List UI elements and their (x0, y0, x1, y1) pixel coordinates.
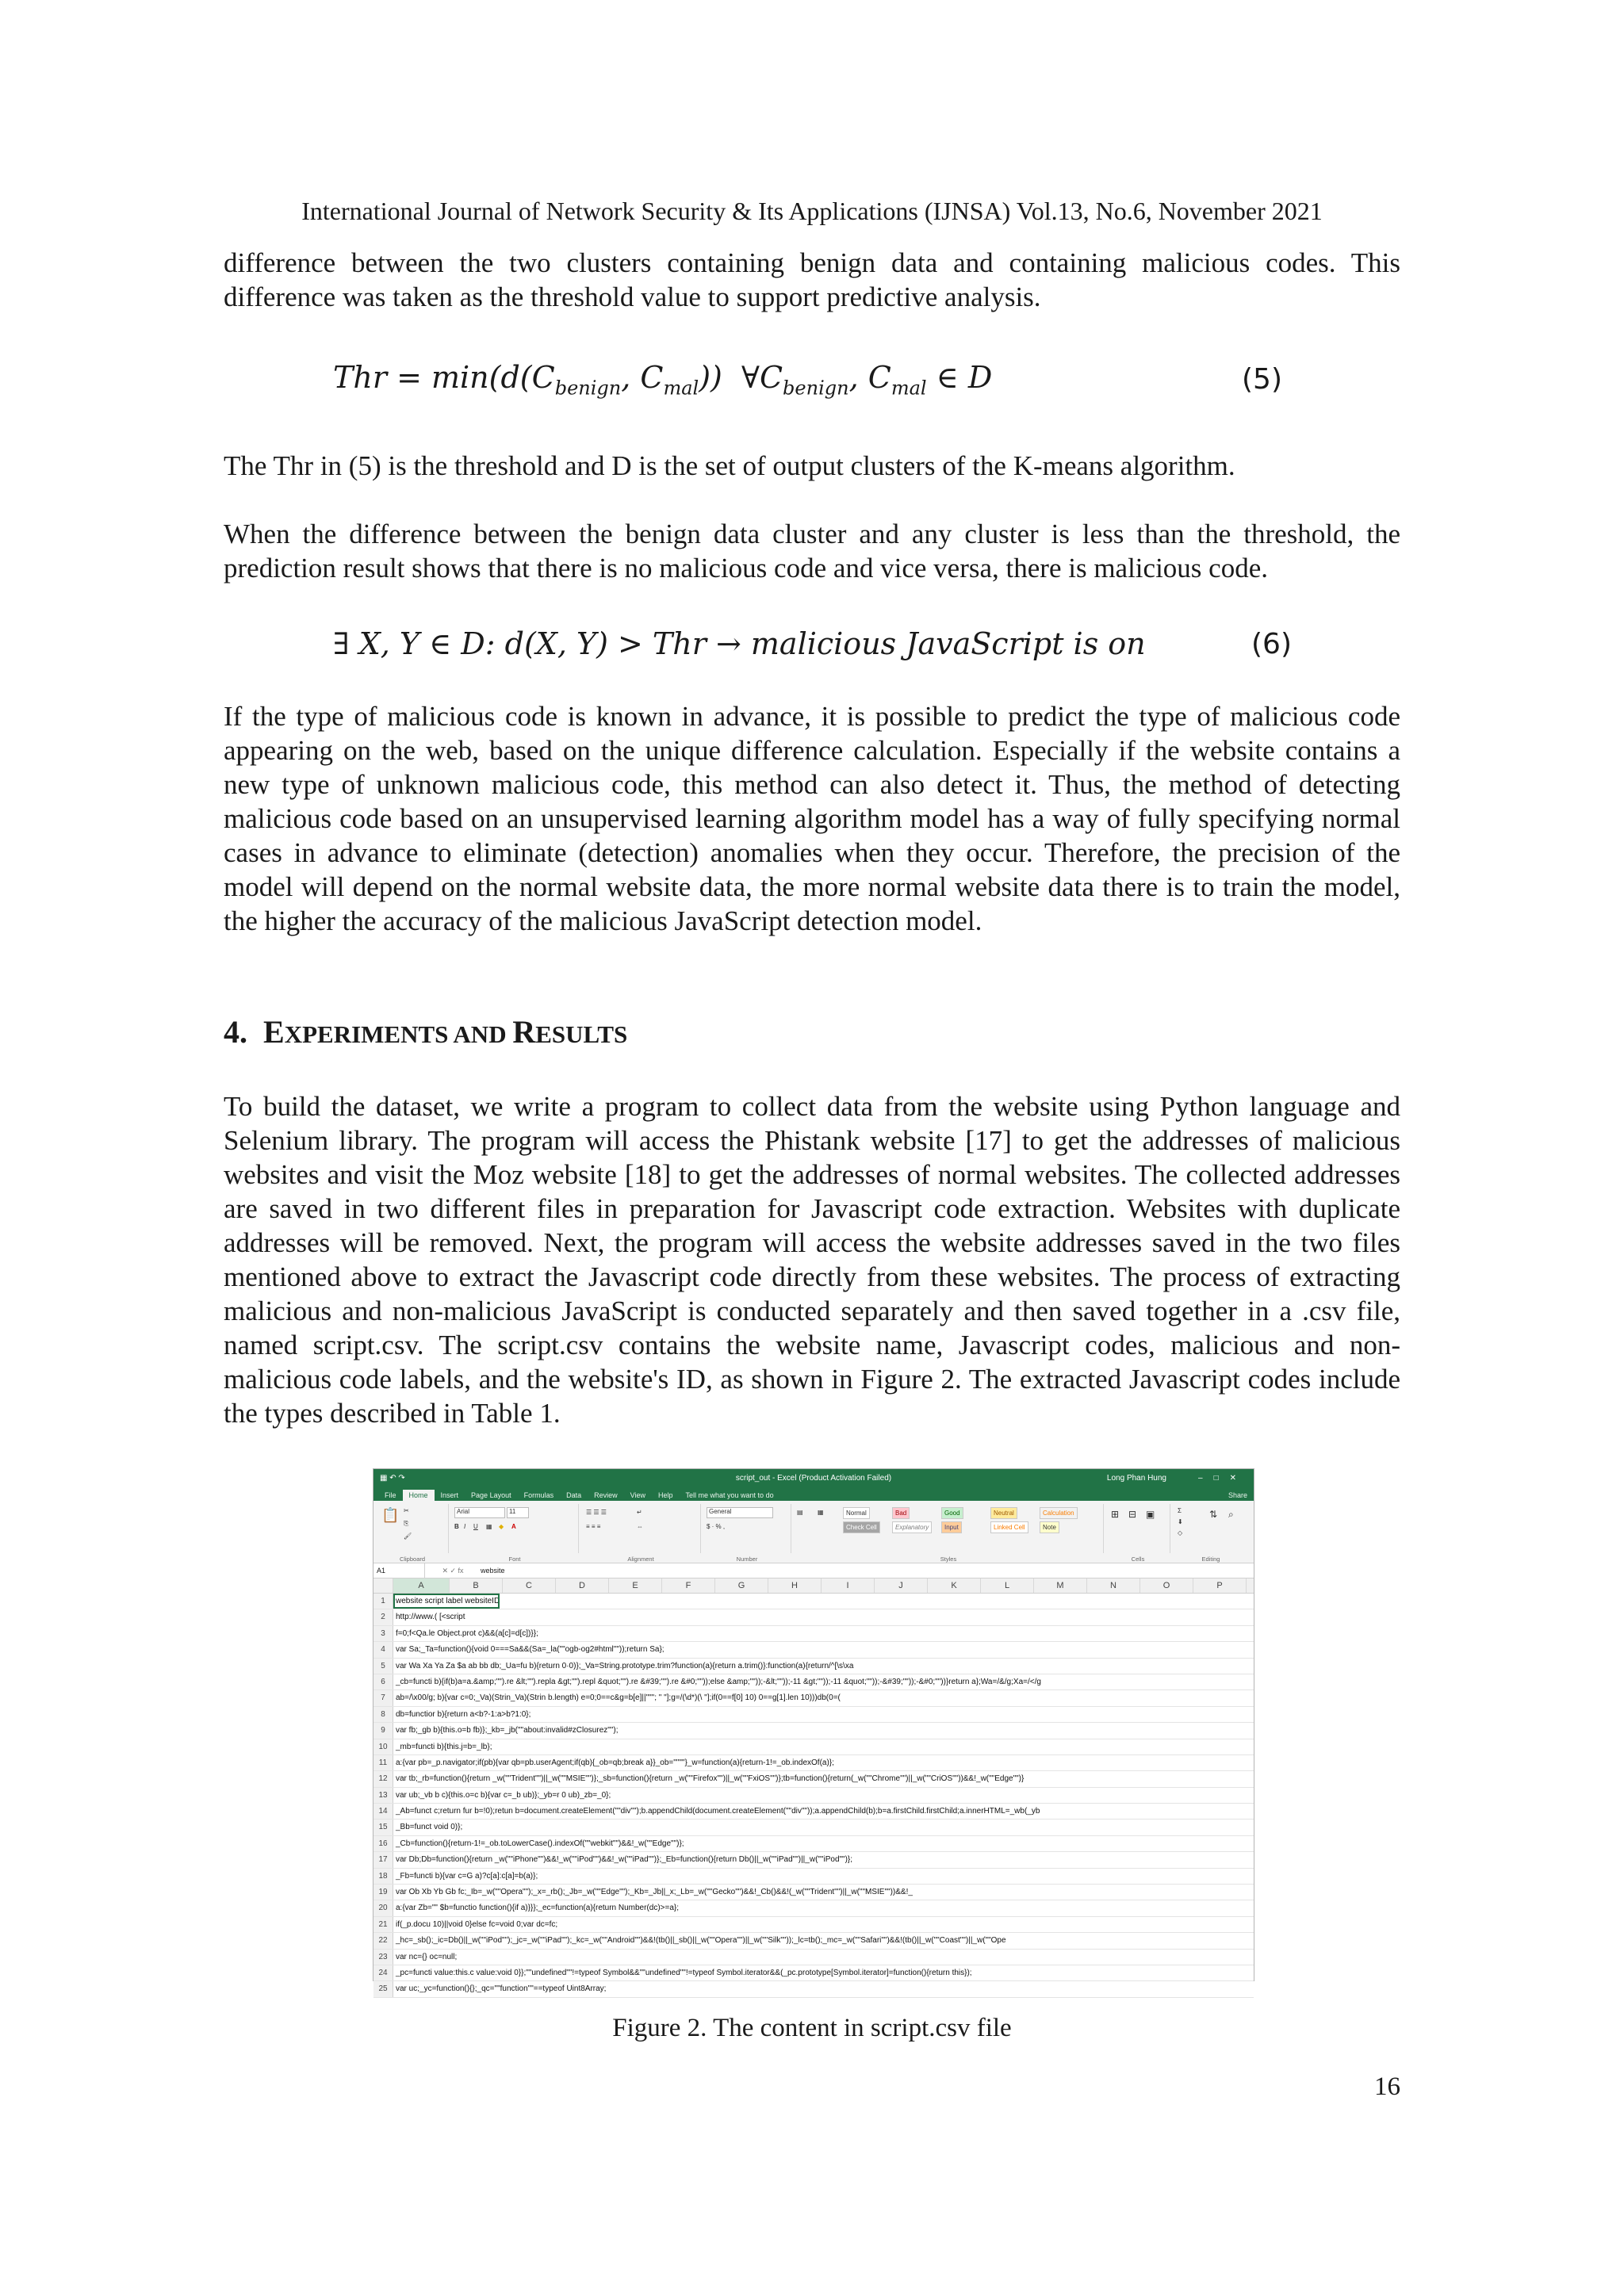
ribbon-tab[interactable]: Data (566, 1491, 582, 1499)
font-size-box[interactable]: 11 (507, 1507, 529, 1518)
table-row (373, 1707, 1254, 1723)
ribbon-tab[interactable]: Review (594, 1491, 618, 1499)
row-number[interactable]: 2 (373, 1609, 393, 1624)
row-number[interactable]: 19 (373, 1885, 393, 1900)
ribbon-tab[interactable]: Page Layout (471, 1491, 511, 1499)
clear-icon[interactable]: ◇ (1178, 1529, 1183, 1536)
table-row (373, 1917, 1254, 1933)
ribbon-group-editing (1173, 1504, 1249, 1563)
row-number[interactable]: 9 (373, 1723, 393, 1738)
column-header[interactable]: A (393, 1578, 450, 1593)
table-row (373, 1659, 1254, 1674)
copy-icon: ⎘ (404, 1520, 409, 1527)
cut-icon: ✂ (404, 1507, 409, 1514)
function-icon[interactable]: ✕ ✓ fx (442, 1566, 464, 1575)
excel-app-icon: ▦ ↶ ↷ (380, 1473, 405, 1483)
equation-6: ∃ X, Y ∈ D: d(X, Y) > Thr → malicious JavaScript is on (333, 626, 1146, 661)
row-number[interactable]: 8 (373, 1707, 393, 1722)
ribbon-tab[interactable]: Help (658, 1491, 673, 1499)
table-cell[interactable]: var Db;Db=function(){return _w(""iPhone"")&&!_w(""iPod"")&&!_w(""iPad"")};_Eb=function(){return Db()||_w(""iPad"")||_w(""iPod"")}; (396, 1855, 853, 1865)
style-check-cell[interactable]: Check Cell (843, 1521, 880, 1533)
equation-5 (333, 360, 992, 400)
ribbon-group-font (451, 1504, 579, 1563)
table-row (373, 1836, 1254, 1852)
table-cell[interactable]: _cb=functi b){if(b)a=a.&amp;"").re &lt;"").repla &gt;"").repl &quot;"").re &#39;"").re &#0;""));else &amp;""));-&lt;""));-11 &gt;""));-11 &quot;""));-&#39;""));-&#0;""))}return a};Wa=/&/g;Xa=/</g (396, 1677, 1041, 1686)
column-header[interactable]: P (1193, 1578, 1247, 1593)
row-number[interactable]: 7 (373, 1690, 393, 1705)
border-icon[interactable]: ▦ (486, 1523, 492, 1530)
align-top-icon[interactable]: ☰ ☰ ☰ (586, 1509, 607, 1516)
column-header[interactable]: M (1034, 1578, 1087, 1593)
style-calculation[interactable]: Calculation (1040, 1507, 1078, 1519)
user-name: Long Phan Hung (1106, 1473, 1166, 1483)
ribbon-tab[interactable]: Home (403, 1490, 435, 1501)
equation-5-text: Thr = $\min(d(C_{benign}$, $C_{mal}$)) $\forall C_{benign}$, $C_{mal}$ ∈ D (333, 360, 993, 400)
font-color-icon[interactable]: A (511, 1523, 516, 1530)
window-title: script_out - Excel (Product Activation Failed) (735, 1473, 892, 1483)
row-number[interactable]: 5 (373, 1659, 393, 1674)
ribbon-group-styles (794, 1504, 1104, 1563)
table-cell[interactable]: var fb;_gb b){this.o=b fb)};_kb=_jb(""about:invalid#zClosurez""); (396, 1726, 619, 1735)
row-number[interactable]: 13 (373, 1788, 393, 1803)
group-label: Font (508, 1556, 521, 1563)
row-number[interactable]: 14 (373, 1804, 393, 1819)
ribbon-tab[interactable]: File (385, 1491, 396, 1499)
row-number[interactable]: 1 (373, 1594, 393, 1609)
delete-cells-icon[interactable]: ⊟ (1128, 1509, 1137, 1520)
table-cell[interactable]: _Cb=function(){return-1!=_ob.toLowerCase().indexOf(""webkit"")&&!_w(""Edge"")}; (396, 1839, 684, 1848)
group-label: Alignment (627, 1556, 654, 1563)
table-cell[interactable]: _mb=functi b){this.j=b=_lb}; (396, 1742, 492, 1751)
paragraph-detection: If the type of malicious code is known in advance, it is possible to predict the type of malicious code appearing on the web, based on the unique difference calculation. Especially if the website contains a new type of unknown malicious code, this method can also detect it. Thus, the method of detecting malicious code based on an unsupervised learning algorithm model has a way of fully specifying normal cases in advance to eliminate (detection) anomalies when they occur. Therefore, the precision of the model will depend on the normal website data, the more normal website data there is to train the model, the higher the accuracy of the malicious JavaScript detection model. (224, 701, 1400, 936)
merge-center-icon[interactable]: ⇔ (637, 1523, 643, 1530)
table-row (373, 1755, 1254, 1771)
table-row (373, 1981, 1254, 1997)
fill-icon[interactable]: ⬇ (1178, 1518, 1183, 1525)
formula-bar (373, 1563, 1254, 1578)
table-cell[interactable]: _hc=_sb();_ic=Db()||_w(""iPod"");_jc=_w(""iPad"");_kc=_w(""Android"")&&!(tb()||_sb()||_w(""Opera"")||_w(""Silk""));_lc=tb();_mc=_w(""Safari"")&&!(tb()||_w(""Coast"")||_w(""Ope (396, 1936, 1006, 1946)
share-button[interactable]: Share (1228, 1491, 1247, 1499)
ribbon (373, 1501, 1254, 1563)
row-number[interactable]: 11 (373, 1755, 393, 1770)
row-number[interactable]: 23 (373, 1950, 393, 1965)
row-number[interactable]: 12 (373, 1771, 393, 1786)
align-left-icon[interactable]: ≡ ≡ ≡ (586, 1523, 601, 1530)
paragraph-prediction: When the difference between the benign data cluster and any cluster is less than the threshold, the prediction result shows that there is no malicious code and vice versa, there is malicious code. (224, 519, 1400, 584)
page-number: 16 (1374, 2072, 1400, 2101)
style-explanatory[interactable]: Explanatory (892, 1521, 932, 1533)
figure-caption: Figure 2. The content in script.csv file (612, 2014, 1012, 2042)
table-cell[interactable]: a:{var pb=_p.navigator;if(pb){var qb=pb.userAgent;if(qb){_ob=qb;break a}}_ob=""""}_w=function(a){return-1!=_ob.indexOf(a)}; (396, 1758, 834, 1767)
table-cell[interactable]: f=0;f<Qa.le Object.prot c)&&(a[c]=d[c])}}; (396, 1628, 538, 1638)
table-row (373, 1950, 1254, 1965)
group-label: Number (736, 1556, 758, 1563)
bold-icon[interactable]: B (454, 1523, 459, 1530)
row-number[interactable]: 17 (373, 1852, 393, 1867)
column-header[interactable]: D (556, 1578, 609, 1593)
format-cells-icon[interactable]: ▣ (1146, 1509, 1155, 1520)
ribbon-group-alignment (581, 1504, 701, 1563)
table-row (373, 1594, 1254, 1609)
sort-filter-icon[interactable]: ⇅ (1209, 1509, 1218, 1520)
table-cell[interactable]: ab=/\x00/g; b){var c=0;_Va)(Strin_Va)(Strin b.length) e=0;0==c&g=b[e]||"""; " "];g=/(\d*)(\ "];if(0==f[0] 10) 0==g[1].len 10)))db(0=( (396, 1693, 841, 1703)
column-header[interactable]: G (715, 1578, 768, 1593)
row-number[interactable]: 6 (373, 1674, 393, 1689)
column-header[interactable]: K (928, 1578, 981, 1593)
paragraph-threshold-def: The Thr in (5) is the threshold and D is the set of output clusters of the K-means algorithm. (224, 450, 1235, 481)
autosum-icon[interactable]: Σ (1178, 1507, 1182, 1514)
find-select-icon[interactable]: ⌕ (1228, 1509, 1234, 1520)
style-bad[interactable]: Bad (892, 1507, 910, 1519)
section-title-part: XPERIMENTS AND (284, 1020, 513, 1048)
table-cell[interactable]: _Fb=functi b){var c=G a)?c[a]:c[a]=b(a)}; (396, 1871, 538, 1881)
style-neutral[interactable]: Neutral (990, 1507, 1017, 1519)
section-title-part: ESULTS (535, 1020, 628, 1048)
ribbon-tab[interactable]: Tell me what you want to do (685, 1491, 774, 1499)
insert-cells-icon[interactable]: ⊞ (1111, 1509, 1120, 1520)
table-row (373, 1900, 1254, 1916)
row-number[interactable]: 22 (373, 1933, 393, 1948)
row-number[interactable]: 16 (373, 1836, 393, 1851)
paragraph-dataset: To build the dataset, we write a program to collect data from the website using Python language and Selenium library. The program will access the Phistank website [17] to get the addresses of malicious websites and visit the Moz website [18] to get the addresses of normal websites. The collected addresses are saved in two different files in preparation for Javascript code extraction. Websites with duplicate addresses will be removed. Next, the program will access the website addresses saved in the two files mentioned above to extract the Javascript code directly from these websites. The process of extracting malicious and non-malicious JavaScript is conducted separately and then saved together in a .csv file, named script.csv. The script.csv contains the website name, Javascript codes, malicious and non-malicious code labels, and the website's ID, as shown in Figure 2. The extracted Javascript codes include the types described in Table 1. (224, 1091, 1400, 1429)
group-label: Clipboard (399, 1556, 426, 1563)
paragraph-threshold-intro: difference between the two clusters containing benign data and containing malicious codes. This difference was taken as the threshold value to support predictive analysis. (224, 247, 1400, 312)
column-header[interactable]: I (822, 1578, 875, 1593)
table-row (373, 1674, 1254, 1690)
table-cell[interactable]: _Ab=funct c;return fur b=!0);retun b=document.createElement(""div"");b.appendChild(document.createElement(""div""));a.appendChild(b);b=a.firstChild.firstChild;a.innerHTML=_wb(_yb (396, 1807, 1040, 1816)
row-number[interactable]: 20 (373, 1900, 393, 1915)
column-header[interactable]: B (450, 1578, 503, 1593)
table-row (373, 1642, 1254, 1658)
table-cell[interactable]: var nc={} oc=null; (396, 1952, 458, 1961)
ribbon-tab[interactable]: View (630, 1491, 645, 1499)
table-row (373, 1690, 1254, 1706)
ribbon-tab[interactable]: Formulas (523, 1491, 554, 1499)
column-header[interactable]: O (1140, 1578, 1193, 1593)
equation-5-number: (5) (1242, 363, 1282, 396)
ribbon-group-number (703, 1504, 791, 1563)
row-number[interactable]: 3 (373, 1626, 393, 1641)
table-cell[interactable]: _pc=functi value:this.c value:void 0}};""undefined""!=typeof Symbol&&""undefined""!=typeof Symbol.iterator&&(_pc.prototype[Symbol.iterator]=function(){return this}); (396, 1968, 972, 1977)
table-row (373, 1852, 1254, 1868)
section-title-part: E (263, 1014, 285, 1050)
column-header[interactable]: C (503, 1578, 556, 1593)
ribbon-tabs (373, 1487, 1254, 1501)
column-header[interactable]: E (609, 1578, 662, 1593)
row-number[interactable]: 15 (373, 1820, 393, 1835)
style-good[interactable]: Good (941, 1507, 963, 1519)
table-row (373, 1933, 1254, 1949)
excel-titlebar (373, 1469, 1254, 1487)
group-label: Cells (1131, 1556, 1145, 1563)
conditional-formatting-icon[interactable]: ▤ (797, 1509, 803, 1516)
format-painter-icon: 🖌 (404, 1533, 412, 1540)
currency-icon[interactable]: $ · % , (707, 1523, 726, 1530)
row-number[interactable]: 24 (373, 1965, 393, 1980)
table-row (373, 1739, 1254, 1755)
table-cell[interactable]: var Ob Xb Yb Gb fc;_Ib=_w(""Opera"");_x=_rb();_Jb=_w(""Edge"");_Kb=_Jb||_x;_Lb=_w(""Gecko"")&&!_Cb()&&!(_w(""Trident"")||_w(""MSIE""))&&!_ (396, 1888, 913, 1897)
style-linked-cell[interactable]: Linked Cell (990, 1521, 1028, 1533)
journal-header: International Journal of Network Security & Its Applications (IJNSA) Vol.13, No.6, November 2021 (301, 197, 1323, 225)
window-controls-icon: –□✕ (1198, 1473, 1247, 1483)
table-row (373, 1869, 1254, 1885)
ribbon-tab[interactable]: Insert (440, 1491, 459, 1499)
group-label: Styles (940, 1556, 957, 1563)
table-cell[interactable]: var ub;_vb b c){this.o=c b){var c=_b ub)};_yb=r 0 ub)_zb=_0}; (396, 1790, 611, 1800)
table-cell[interactable]: var tb;_rb=function(){return _w(""Trident"")||_w(""MSIE"")};_sb=function(){return _w(""Firefox"")||_w(""FxiOS"")};tb=function(){return(_w(""Chrome"")||_w(""CriOS""))&&!_w(""Edge"")} (396, 1774, 1025, 1784)
column-headers (373, 1578, 1254, 1594)
section-number: 4. (224, 1014, 247, 1050)
italic-icon[interactable]: I (464, 1523, 466, 1530)
spreadsheet-rows (373, 1594, 1254, 1998)
table-cell[interactable]: _Bb=funct void 0)}; (396, 1823, 463, 1832)
name-box[interactable]: A1 (373, 1563, 425, 1578)
fill-color-icon[interactable]: ◆ (499, 1523, 504, 1530)
column-header[interactable]: H (768, 1578, 822, 1593)
table-row (373, 1609, 1254, 1625)
column-header[interactable]: J (875, 1578, 928, 1593)
figure-spreadsheet (373, 1468, 1254, 1994)
underline-icon[interactable]: U (473, 1523, 478, 1530)
wrap-text-icon[interactable]: ↵ (637, 1509, 642, 1516)
font-name-box[interactable]: Arial (454, 1507, 505, 1518)
select-all-corner[interactable] (373, 1578, 393, 1593)
table-cell[interactable]: var Sa;_Ta=function(){void 0===Sa&&(Sa=_la(""ogb-og2#html""));return Sa}; (396, 1645, 665, 1655)
row-number[interactable]: 10 (373, 1739, 393, 1755)
column-header[interactable]: F (662, 1578, 715, 1593)
formula-input[interactable]: website (481, 1567, 505, 1575)
row-number[interactable]: 18 (373, 1869, 393, 1884)
table-row (373, 1820, 1254, 1835)
section-heading (224, 1013, 627, 1050)
style-input[interactable]: Input (941, 1521, 962, 1533)
ribbon-group-cells (1106, 1504, 1170, 1563)
table-row (373, 1723, 1254, 1739)
row-number[interactable]: 4 (373, 1642, 393, 1657)
style-normal[interactable]: Normal (843, 1507, 870, 1519)
section-title-part: R (512, 1014, 536, 1050)
table-row (373, 1771, 1254, 1787)
group-label: Editing (1201, 1556, 1220, 1563)
spreadsheet-grid (373, 1578, 1254, 1998)
table-cell[interactable]: http://www.( [<script (396, 1613, 465, 1622)
table-cell[interactable]: db=functior b){return a<b?-1:a>b?1:0}; (396, 1709, 531, 1719)
table-row (373, 1804, 1254, 1820)
table-row (373, 1885, 1254, 1900)
table-row (373, 1965, 1254, 1981)
column-header[interactable]: L (981, 1578, 1034, 1593)
ribbon-group-clipboard (377, 1504, 449, 1563)
table-cell[interactable]: var uc;_yc=function(){};_qc=""function""==typeof Uint8Array; (396, 1984, 607, 1994)
row-number[interactable]: 25 (373, 1981, 393, 1996)
paste-icon: 📋 (381, 1507, 400, 1523)
number-format-box[interactable]: General (707, 1507, 773, 1518)
table-cell[interactable]: if(_p.docu 10)||void 0}else fc=void 0;var dc=fc; (396, 1919, 558, 1929)
table-row (373, 1626, 1254, 1642)
table-cell[interactable]: website script label websiteID (393, 1594, 500, 1609)
table-cell[interactable]: var Wa Xa Ya Za $a ab bb db;_Ua=fu b){return 0·0)};_Va=String.prototype.trim?function(a){return a.trim()}:function(a){return/^[\s\xa (396, 1661, 854, 1670)
column-header[interactable]: N (1087, 1578, 1140, 1593)
format-as-table-icon[interactable]: ▦ (818, 1509, 824, 1516)
table-cell[interactable]: a:{var Zb="" $b=functio function(){if a)}}};_ec=function(a){return Number(dc)>=a}; (396, 1904, 680, 1913)
table-row (373, 1788, 1254, 1804)
row-number[interactable]: 21 (373, 1917, 393, 1932)
equation-6-number: (6) (1251, 628, 1292, 660)
style-note[interactable]: Note (1040, 1521, 1059, 1533)
